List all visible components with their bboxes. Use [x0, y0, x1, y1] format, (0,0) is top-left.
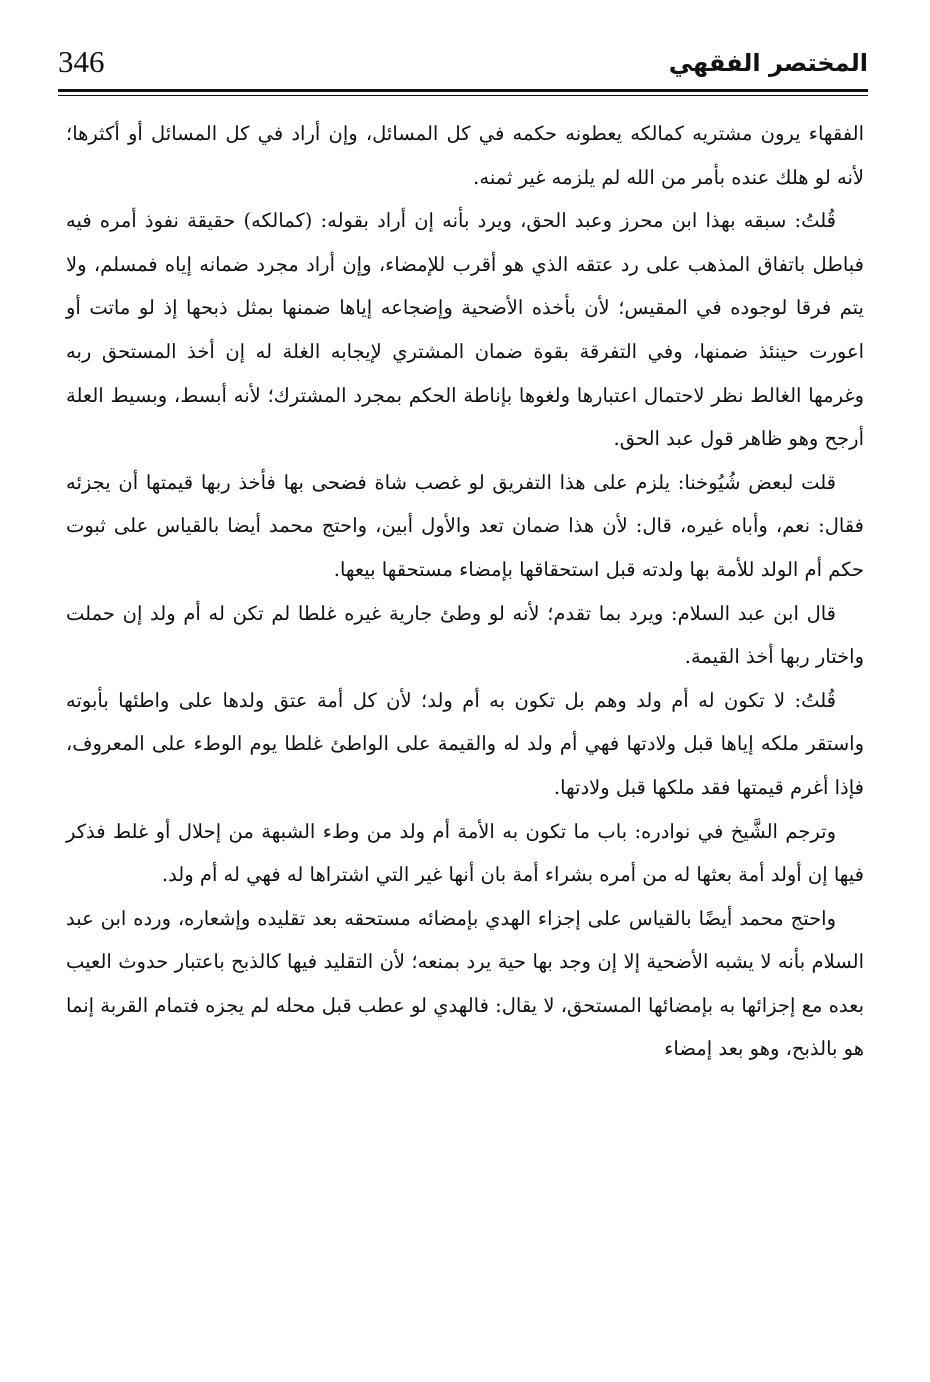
page-header [58, 44, 868, 90]
paragraph-1: الفقهاء يرون مشتريه كمالكه يعطونه حكمه في كل المسائل، وإن أراد في كل المسائل أو أكثرها؛ لأنه لو هلك عنده بأمر من الله لم يلزمه غير ثمنه. [66, 122, 864, 189]
paragraph-3: قلت لبعض شُيُوخنا: يلزم على هذا التفريق لو غصب شاة فضحى بها فأخذ ربها قيمتها أن يجزئه فقال: نعم، وأباه غيره، قال: لأن هذا ضمان تعد والأول أبين، واحتج محمد أيضا بالقياس على ثبوت حكم أم الولد للأمة بها ولدته قبل استحقاقها بإمضاء مستحقها بيعها. [66, 470, 864, 581]
paragraph-5: قُلتُ: لا تكون له أم ولد وهم بل تكون به أم ولد؛ لأن كل أمة عتق ولدها على واطئها بأبوته واستقر ملكه إياها قبل ولادتها فهي أم ولد له والقيمة على الواطئ غلطا يوم الوطء على المعروف، فإذا أغرم قيمتها فقد ملكها قبل ولادتها. [66, 688, 864, 799]
running-title: المختصر الفقهي [668, 49, 868, 77]
paragraph-7: واحتج محمد أيضًا بالقياس على إجزاء الهدي بإمضائه مستحقه بعد تقليده وإشعاره، ورده ابن عبد السلام بأنه لا يشبه الأضحية إلا إن وجد بها حية يرد بمنعه؛ لأن التقليد فيها كالذبح باعتبار حدوث العيب بعده مع إجزائها به بإمضائها المستحق، لا يقال: فالهدي لو عطب قبل محله لم يجزه فتمام القربة إنما هو بالذبح، وهو بعد إمضاء [66, 906, 864, 1061]
paragraph-2: قُلتُ: سبقه بهذا ابن محرز وعبد الحق، ويرد بأنه إن أراد بقوله: (كمالكه) حقيقة نفوذ أمره فيه فباطل باتفاق المذهب على رد عتقه الذي هو أقرب للإمضاء، وإن أراد مجرد ضمانه إياه فمسلم، ولا يتم فرقا لوجوده في المقيس؛ لأن بأخذه الأضحية وإضجاعه إياها ضمنها بمثل ذبحها إذ لو ماتت أو اعورت حينئذ ضمنها، وفي التفرقة بقوة ضمان المشتري لإيجابه الغلة له إن أخذ المستحق ربه وغرمها الغالط نظر لاحتمال اعتبارها ولغوها بإناطة الحكم بمجرد المشترك؛ لأنه أبسط، وبسيط العلة أرجح وهو ظاهر قول عبد الحق. [66, 209, 864, 451]
page-number: 346 [58, 44, 105, 79]
paragraph-6: وترجم الشَّيخ في نوادره: باب ما تكون به الأمة أم ولد من وطء الشبهة من إحلال أو غلط فذكر فيها إن أولد أمة بعثها له من أمره بشراء أمة بان أنها غير التي اشتراها له فهي له أم ولد. [66, 819, 864, 887]
header-rule-thick [58, 89, 868, 92]
paragraph-4: قال ابن عبد السلام: ويرد بما تقدم؛ لأنه لو وطئ جارية غيره غلطا لم تكن له أم ولد إن حملت واختار ربها أخذ القيمة. [66, 601, 864, 669]
header-rule-thin [58, 95, 868, 96]
page-body [66, 112, 864, 1071]
